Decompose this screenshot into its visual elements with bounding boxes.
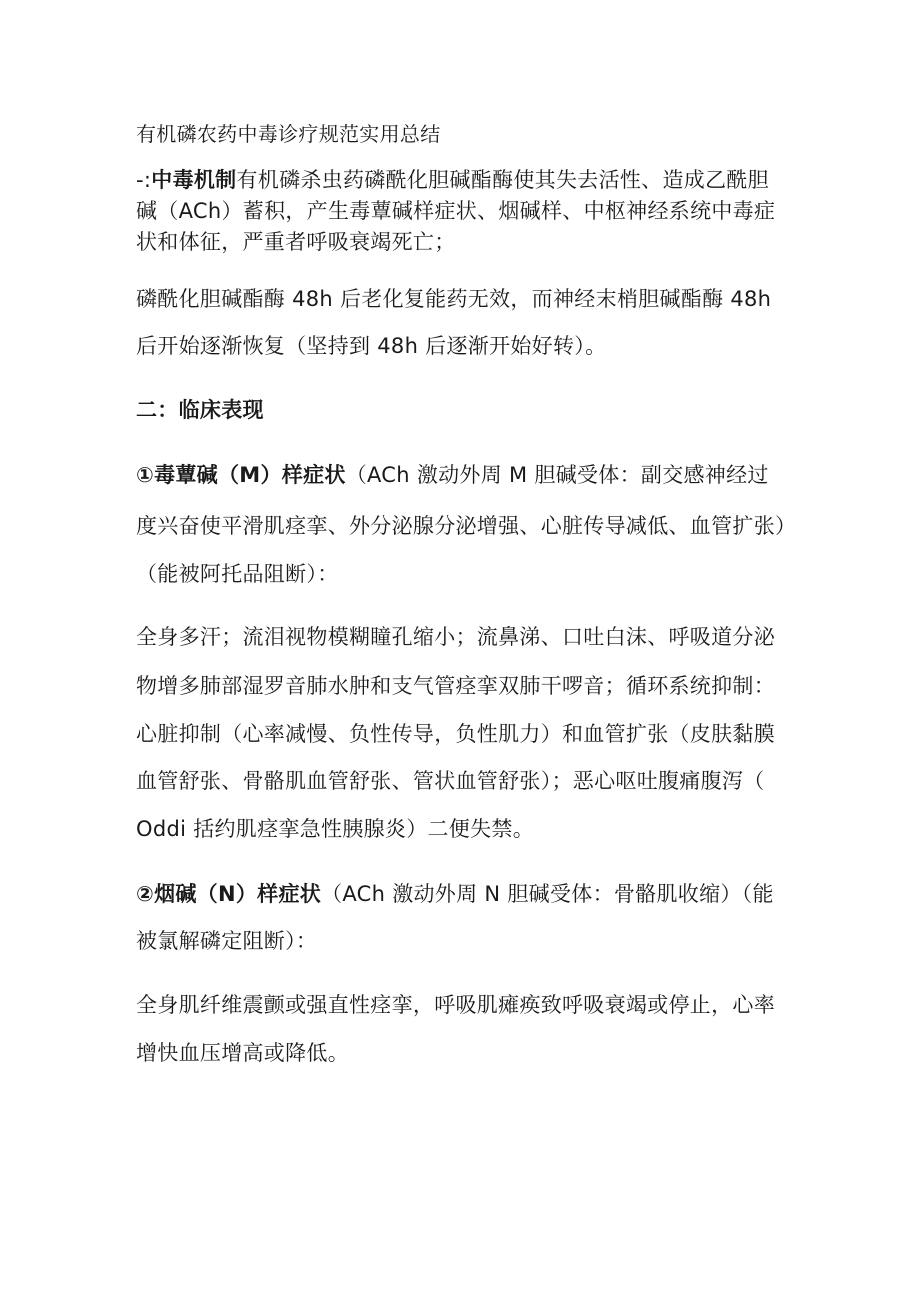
aging-line2: 后开始逐渐恢复（坚持到 48h 后逐渐开始好转）。 [136,334,607,358]
muscarinic-symptom-line: 物增多肺部湿罗音肺水肿和支气管痉挛双肺干啰音；循环系统抑制： [136,674,775,698]
aging-line1: 磷酰化胆碱酯酶 48h 后老化复能药无效，而神经末梢胆碱酯酶 48h [136,287,772,311]
muscarinic-line1-text: （ACh 激动外周 M 胆碱受体：副交感神经过 [345,463,769,487]
nicotinic-line2: 被氯解磷定阻断）： [136,929,318,953]
muscarinic-symptom-line: 心脏抑制（心率减慢、负性传导，负性肌力）和血管扩张（皮肤黏膜 [136,722,775,746]
section1-line2: 碱（ACh）蓄积，产生毒蕈碱样症状、烟碱样、中枢神经系统中毒症 [136,199,776,223]
nicotinic-heading: ②烟碱（N）样症状 [136,882,322,906]
nicotinic-line1 [136,881,774,907]
section1-line1-text: 有机磷杀虫药磷酰化胆碱酯酶使其失去活性、造成乙酰胆 [236,168,769,192]
muscarinic-line1 [136,462,769,488]
section1-heading: 中毒机制 [151,168,237,192]
nicotinic-line1-text: （ACh 激动外周 N 胆碱受体：骨骼肌收缩）（能 [321,882,774,906]
document-title: 有机磷农药中毒诊疗规范实用总结 [136,122,441,146]
muscarinic-symptom-line: Oddi 括约肌痉挛急性胰腺炎）二便失禁。 [136,817,534,841]
section2-heading: 二：临床表现 [136,398,264,422]
section1-prefix: -: [136,168,152,192]
muscarinic-symptom-line: 血管舒张、骨骼肌血管舒张、管状血管舒张）；恶心呕吐腹痛腹泻（ [136,769,765,793]
section1-line3: 状和体征，严重者呼吸衰竭死亡； [136,230,456,254]
muscarinic-symptom-line: 全身多汗；流泪视物模糊瞳孔缩小；流鼻涕、口吐白沫、呼吸道分泌 [136,625,775,649]
section1-line1 [136,167,769,193]
muscarinic-line2: 度兴奋使平滑肌痉挛、外分泌腺分泌增强、心脏传导减低、血管扩张） [136,514,797,538]
muscarinic-line3: （能被阿托品阻断）： [136,562,339,586]
muscarinic-heading: ①毒蕈碱（M）样症状 [136,463,346,487]
nicotinic-symptom-line: 全身肌纤维震颤或强直性痉挛，呼吸肌瘫痪致呼吸衰竭或停止，心率 [136,993,775,1017]
nicotinic-symptom-line: 增快血压增高或降低。 [136,1041,349,1065]
